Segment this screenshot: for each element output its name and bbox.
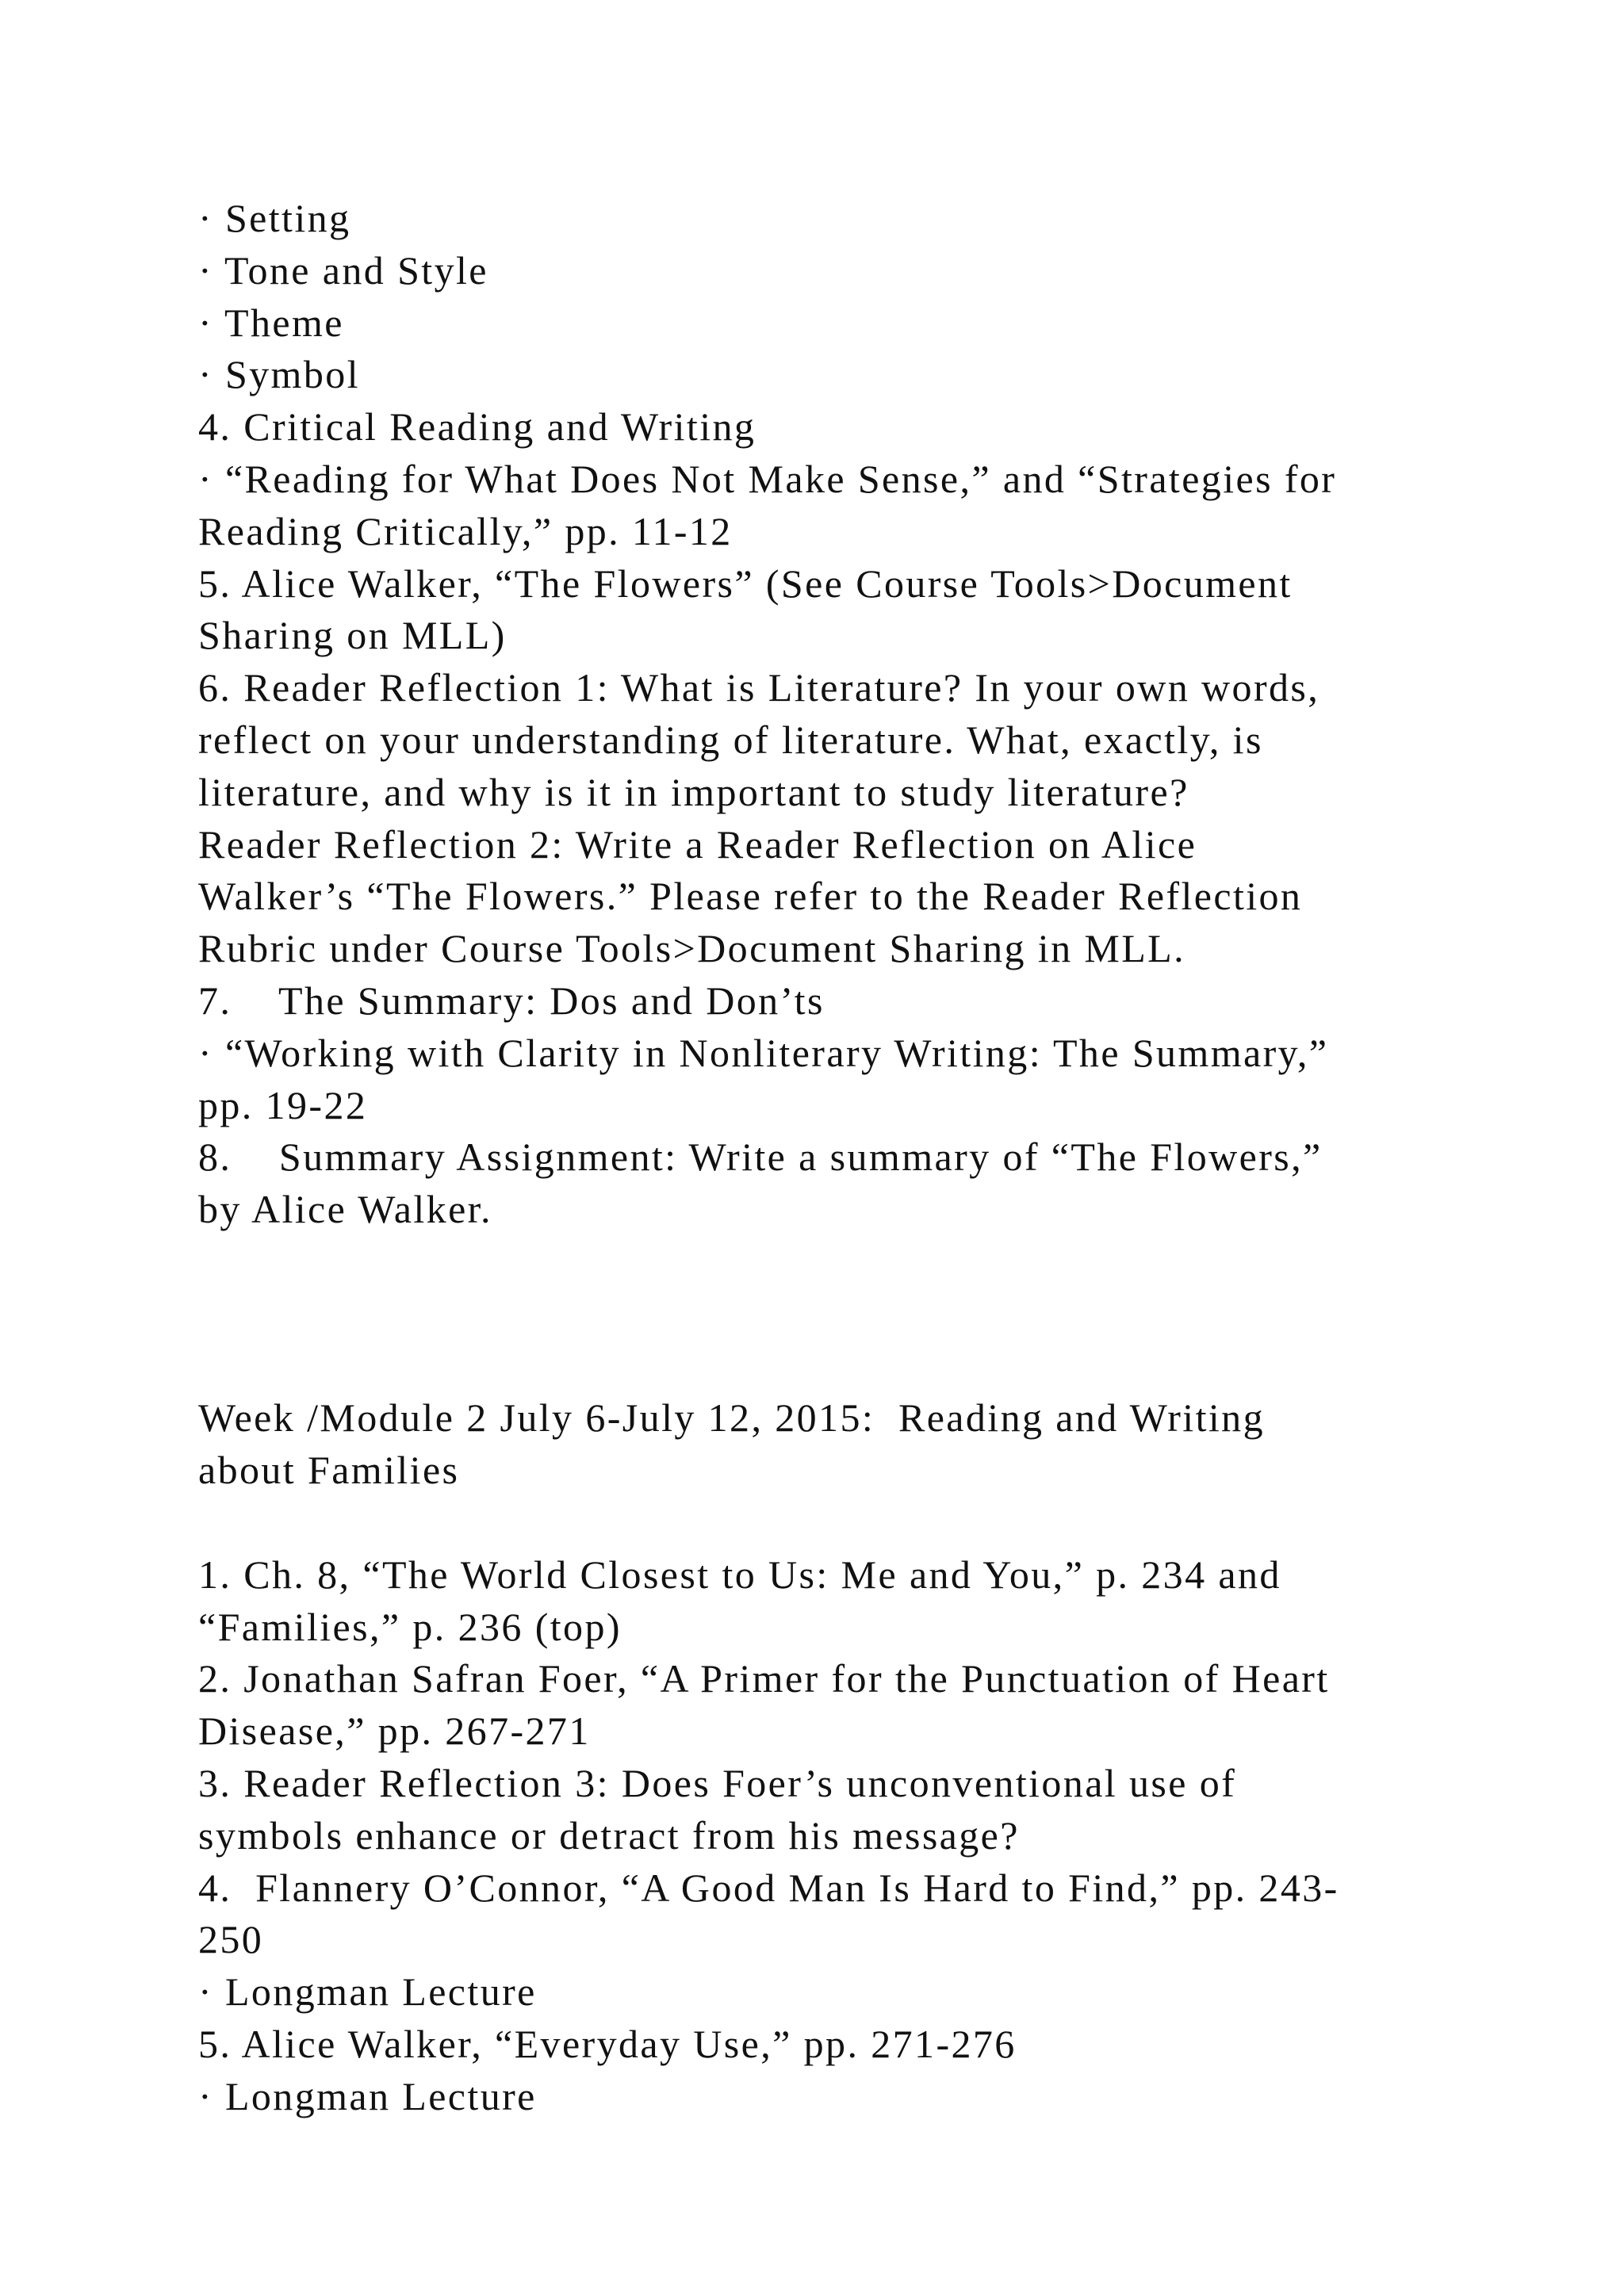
item-6-line-3: literature, and why is it in important to study literature? xyxy=(198,769,1189,814)
item-4-bullet-line-2: Reading Critically,” pp. 11-12 xyxy=(198,508,733,553)
w2-item-3-line-1: 3. Reader Reflection 3: Does Foer’s unconventional use of xyxy=(198,1760,1237,1805)
item-7-bullet-line-2: pp. 19-22 xyxy=(198,1082,368,1127)
bullet-tone-and-style: · Tone and Style xyxy=(198,247,488,293)
w2-item-4-line-1: 4. Flannery O’Connor, “A Good Man Is Hard to Find,” pp. 243- xyxy=(198,1865,1339,1910)
w2-item-1-line-1: 1. Ch. 8, “The World Closest to Us: Me and You,” p. 234 and xyxy=(198,1552,1281,1597)
item-8-line-2: by Alice Walker. xyxy=(198,1187,492,1232)
w2-item-3-line-2: symbols enhance or detract from his message? xyxy=(198,1812,1020,1858)
item-6-line-2: reflect on your understanding of literature. What, exactly, is xyxy=(198,717,1263,762)
item-7-bullet-line-1: · “Working with Clarity in Nonliterary Writing: The Summary,” xyxy=(198,1030,1329,1075)
week-2-heading-line-2: about Families xyxy=(198,1448,460,1493)
item-4-bullet-line-1: · “Reading for What Does Not Make Sense,” and “Strategies for xyxy=(198,456,1337,501)
w2-item-5: 5. Alice Walker, “Everyday Use,” pp. 271-276 xyxy=(198,2021,1017,2066)
w2-item-2-line-2: Disease,” pp. 267-271 xyxy=(198,1709,591,1754)
item-5-line-2: Sharing on MLL) xyxy=(198,613,507,658)
item-4-critical-reading: 4. Critical Reading and Writing xyxy=(198,404,756,450)
item-6-line-1: 6. Reader Reflection 1: What is Literature? In your own words, xyxy=(198,665,1320,710)
spacer xyxy=(198,1497,1507,1549)
document-page xyxy=(198,193,1507,2122)
w2-item-1-line-2: “Families,” p. 236 (top) xyxy=(198,1604,622,1649)
reflection-2-line-2: Walker’s “The Flowers.” Please refer to the Reader Reflection xyxy=(198,874,1303,919)
item-7-summary: 7. The Summary: Dos and Don’ts xyxy=(198,978,825,1023)
reflection-2-line-3: Rubric under Course Tools>Document Sharing in MLL. xyxy=(198,926,1186,971)
w2-item-5-bullet: · Longman Lecture xyxy=(198,2073,537,2118)
section-week2 xyxy=(198,1549,1507,2123)
item-8-line-1: 8. Summary Assignment: Write a summary of “The Flowers,” xyxy=(198,1135,1323,1180)
bullet-symbol: · Symbol xyxy=(198,352,360,397)
w2-item-4-line-2: 250 xyxy=(198,1917,264,1962)
week-2-heading xyxy=(198,1392,1507,1497)
spacer xyxy=(198,1236,1507,1288)
week-2-heading-line-1: Week /Module 2 July 6-July 12, 2015: Reading and Writing xyxy=(198,1395,1265,1441)
bullet-theme: · Theme xyxy=(198,300,344,345)
spacer xyxy=(198,1288,1507,1341)
bullet-setting: · Setting xyxy=(198,196,351,240)
reflection-2-line-1: Reader Reflection 2: Write a Reader Reflection on Alice xyxy=(198,821,1197,867)
w2-item-4-bullet: · Longman Lecture xyxy=(198,1969,537,2015)
section-week1-continued xyxy=(198,193,1507,1236)
w2-item-2-line-1: 2. Jonathan Safran Foer, “A Primer for the Punctuation of Heart xyxy=(198,1656,1330,1701)
item-5-line-1: 5. Alice Walker, “The Flowers” (See Course Tools>Document xyxy=(198,561,1293,606)
spacer xyxy=(198,1341,1507,1393)
